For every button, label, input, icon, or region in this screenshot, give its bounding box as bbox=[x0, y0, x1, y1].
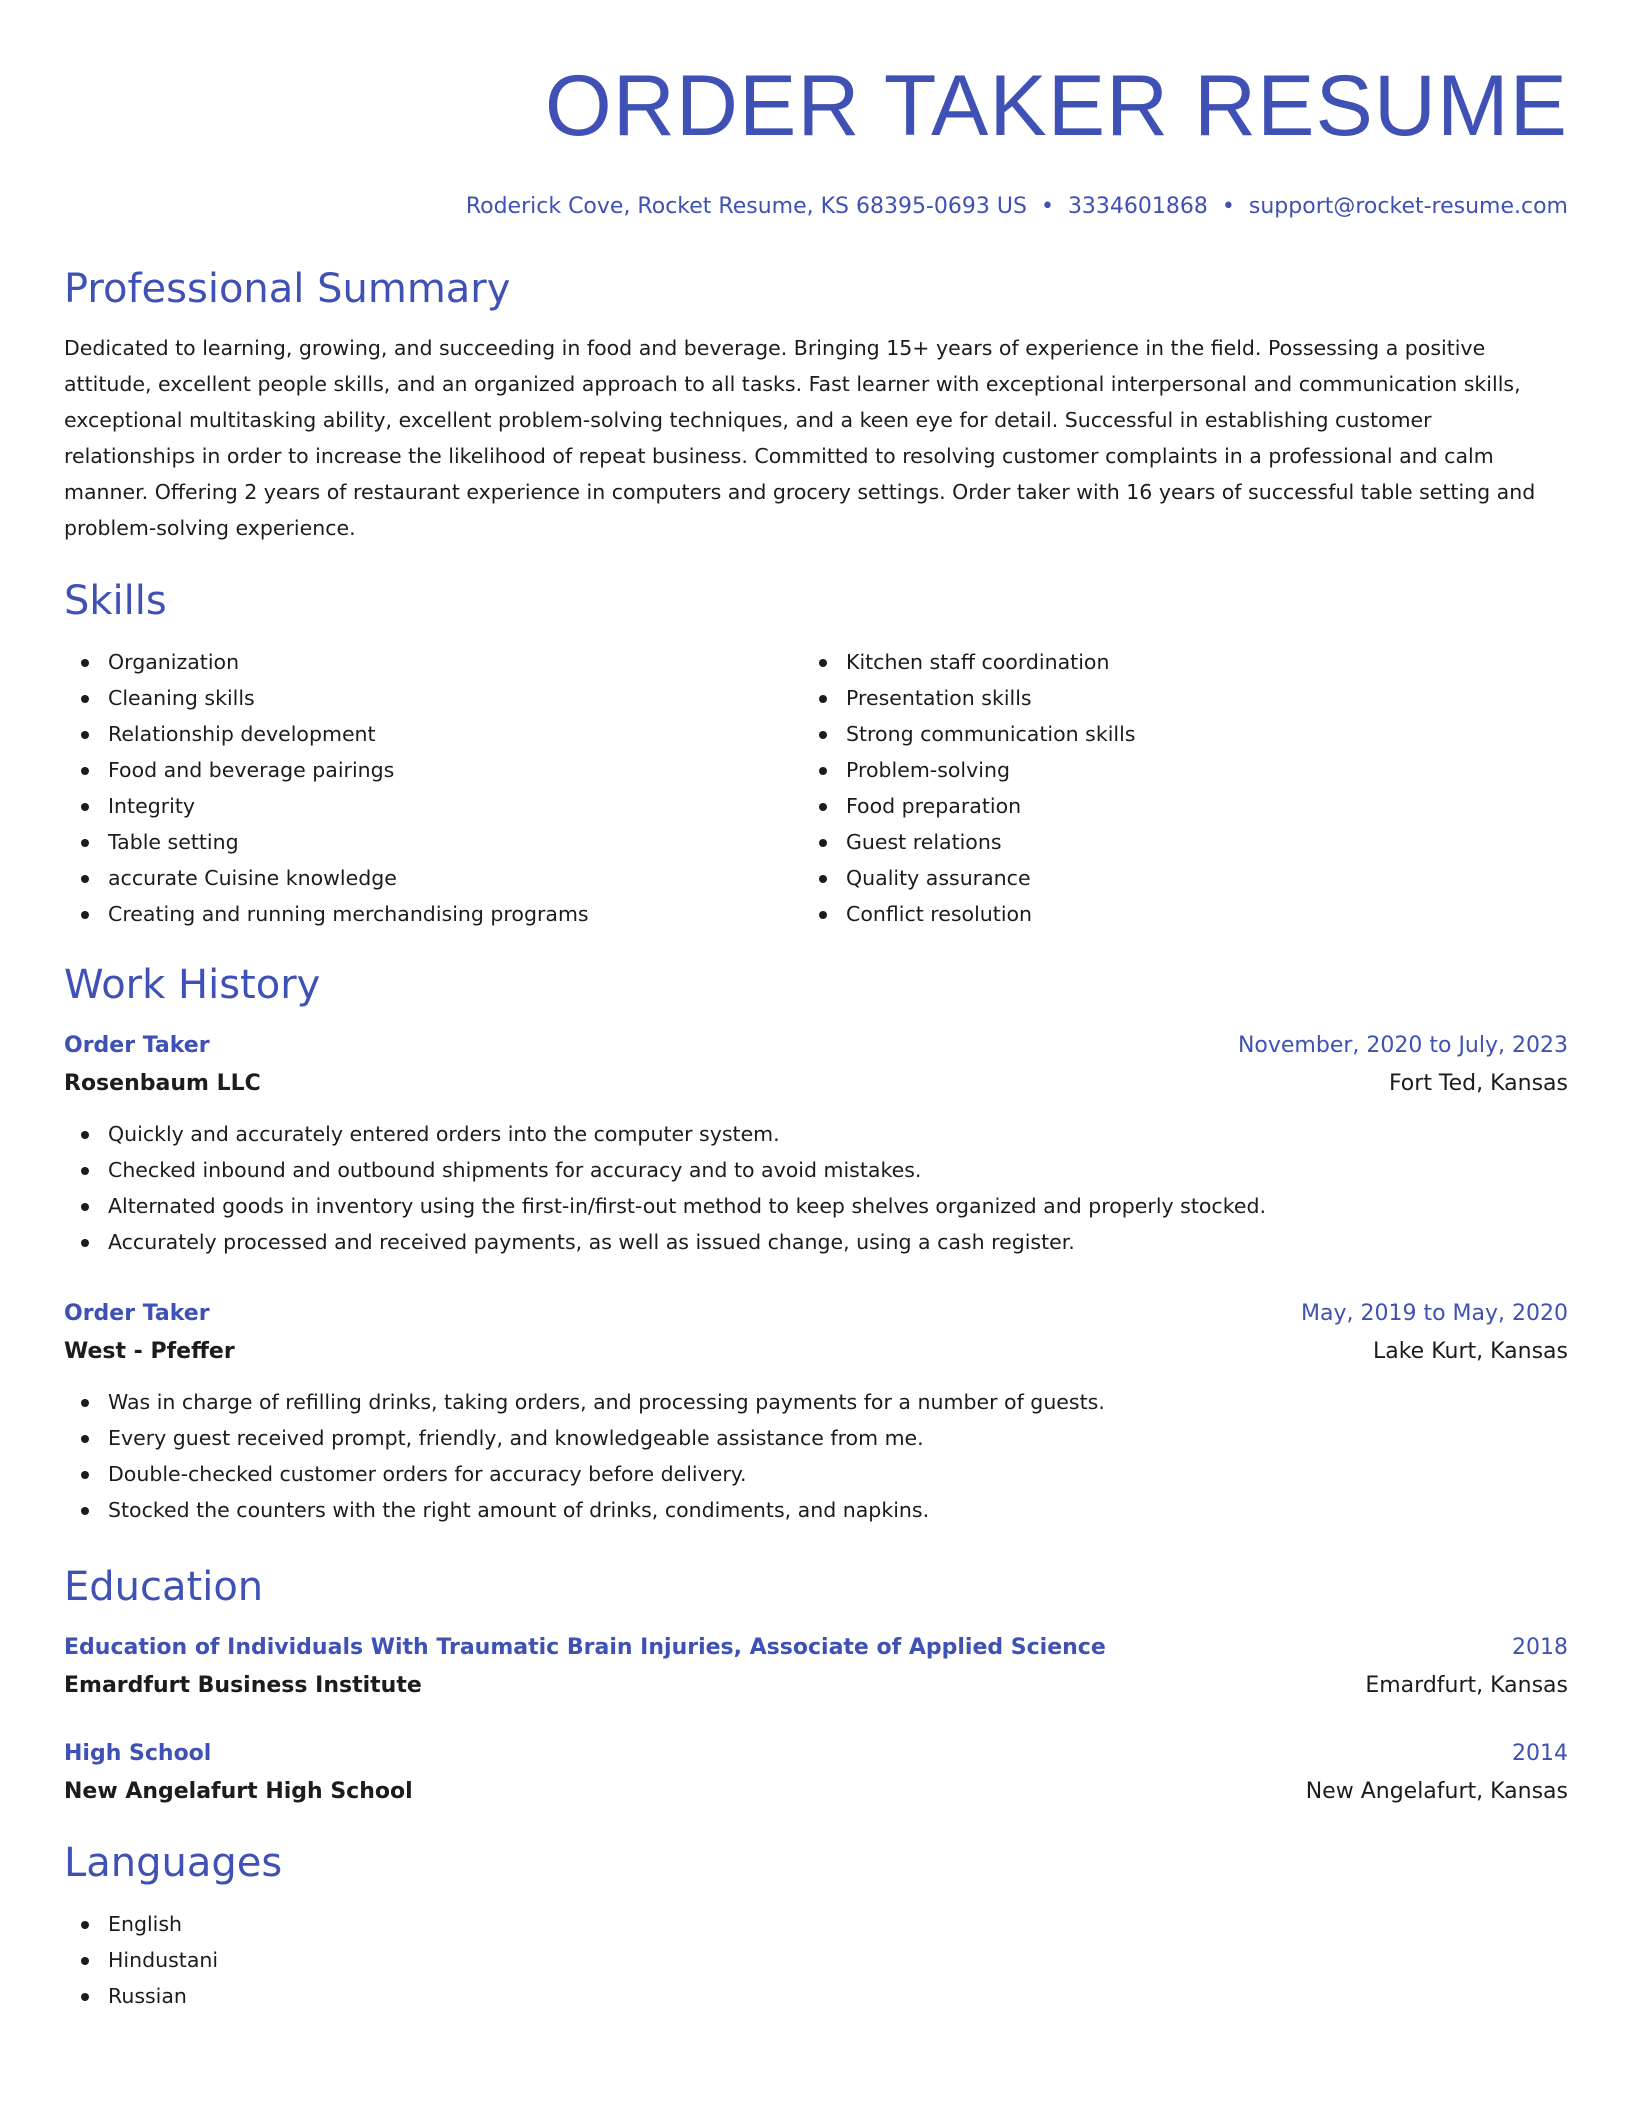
job-duty: Alternated goods in inventory using the first-in/first-out method to keep shelves organized and properly stocked. bbox=[64, 1188, 1568, 1224]
education-year: 2018 bbox=[1512, 1635, 1568, 1660]
languages-section bbox=[64, 1838, 1568, 2014]
contact-email: support@rocket-resume.com bbox=[1248, 194, 1568, 219]
job-header-row bbox=[64, 1296, 1568, 1332]
job-company-row bbox=[64, 1332, 1568, 1372]
skill-item: Problem-solving bbox=[802, 752, 1568, 788]
education-school-row bbox=[64, 1666, 1568, 1706]
education-school: Emardfurt Business Institute bbox=[64, 1673, 422, 1698]
education-degree: High School bbox=[64, 1741, 212, 1766]
languages-list bbox=[64, 1906, 1568, 2014]
job-entry bbox=[64, 1296, 1568, 1528]
skill-item: accurate Cuisine knowledge bbox=[64, 860, 802, 896]
skills-list-left bbox=[64, 644, 802, 932]
skill-item: Food preparation bbox=[802, 788, 1568, 824]
education-header-row bbox=[64, 1736, 1568, 1772]
contact-phone: 3334601868 bbox=[1067, 194, 1208, 219]
skills-grid bbox=[64, 644, 1568, 932]
language-item: English bbox=[64, 1906, 1568, 1942]
summary-text: Dedicated to learning, growing, and succeeding in food and beverage. Bringing 15+ years of experience in the field. Possessing a positive attitude, excellent people skills, and an organized approach to all tasks. Fast learner with exceptional interpersonal and communication skills, exceptional multitasking ability, excellent problem-solving techniques, and a keen eye for detail. Successful in establishing customer relationships in order to increase the likelihood of repeat business. Committed to resolving customer complaints in a professional and calm manner. Offering 2 years of restaurant experience in computers and grocery settings. Order taker with 16 years of successful table setting and problem-solving experience. bbox=[64, 336, 1536, 540]
education-degree: Education of Individuals With Traumatic Brain Injuries, Associate of Applied Science bbox=[64, 1635, 1106, 1660]
work-history-section bbox=[64, 960, 1568, 1528]
skill-item: Table setting bbox=[64, 824, 802, 860]
skill-item: Strong communication skills bbox=[802, 716, 1568, 752]
summary-section bbox=[64, 264, 1568, 546]
education-school-row bbox=[64, 1772, 1568, 1812]
job-duty: Double-checked customer orders for accuracy before delivery. bbox=[64, 1456, 1568, 1492]
skill-item: Integrity bbox=[64, 788, 802, 824]
contact-address: Roderick Cove, Rocket Resume, KS 68395-0693 US bbox=[465, 194, 1027, 219]
job-entry bbox=[64, 1028, 1568, 1260]
job-duty: Quickly and accurately entered orders into the computer system. bbox=[64, 1116, 1568, 1152]
languages-heading: Languages bbox=[64, 1840, 283, 1886]
education-location: New Angelafurt, Kansas bbox=[1305, 1779, 1568, 1804]
job-duty: Every guest received prompt, friendly, and knowledgeable assistance from me. bbox=[64, 1420, 1568, 1456]
skills-list-right bbox=[802, 644, 1568, 932]
job-company: West - Pfeffer bbox=[64, 1339, 235, 1364]
skills-heading: Skills bbox=[64, 578, 167, 624]
job-duty: Accurately processed and received payments, as well as issued change, using a cash register. bbox=[64, 1224, 1568, 1260]
skill-item: Cleaning skills bbox=[64, 680, 802, 716]
language-item: Hindustani bbox=[64, 1942, 1568, 1978]
education-section bbox=[64, 1562, 1568, 1812]
job-duties bbox=[64, 1384, 1568, 1528]
education-school: New Angelafurt High School bbox=[64, 1779, 413, 1804]
education-entry bbox=[64, 1736, 1568, 1812]
skill-item: Presentation skills bbox=[802, 680, 1568, 716]
education-year: 2014 bbox=[1512, 1741, 1568, 1766]
skill-item: Quality assurance bbox=[802, 860, 1568, 896]
job-location: Fort Ted, Kansas bbox=[1388, 1071, 1568, 1096]
education-entry bbox=[64, 1630, 1568, 1706]
contact-separator: • bbox=[1221, 194, 1235, 219]
skill-item: Conflict resolution bbox=[802, 896, 1568, 932]
job-company-row bbox=[64, 1064, 1568, 1104]
job-duty: Was in charge of refilling drinks, taking orders, and processing payments for a number of guests. bbox=[64, 1384, 1568, 1420]
skill-item: Guest relations bbox=[802, 824, 1568, 860]
skill-item: Food and beverage pairings bbox=[64, 752, 802, 788]
skills-section bbox=[64, 576, 1568, 932]
resume-header bbox=[64, 56, 1568, 222]
skill-item: Organization bbox=[64, 644, 802, 680]
skill-item: Creating and running merchandising programs bbox=[64, 896, 802, 932]
job-duties bbox=[64, 1116, 1568, 1260]
contact-line bbox=[64, 192, 1568, 222]
education-header-row bbox=[64, 1630, 1568, 1666]
job-duty: Stocked the counters with the right amount of drinks, condiments, and napkins. bbox=[64, 1492, 1568, 1528]
education-heading: Education bbox=[64, 1564, 264, 1610]
summary-heading: Professional Summary bbox=[64, 266, 511, 312]
job-title: Order Taker bbox=[64, 1033, 210, 1058]
job-company: Rosenbaum LLC bbox=[64, 1071, 261, 1096]
job-title: Order Taker bbox=[64, 1301, 210, 1326]
skill-item: Relationship development bbox=[64, 716, 802, 752]
page-title: ORDER TAKER RESUME bbox=[544, 58, 1568, 154]
contact-separator: • bbox=[1040, 194, 1054, 219]
language-item: Russian bbox=[64, 1978, 1568, 2014]
job-location: Lake Kurt, Kansas bbox=[1372, 1339, 1568, 1364]
work-history-heading: Work History bbox=[64, 962, 321, 1008]
job-dates: May, 2019 to May, 2020 bbox=[1301, 1301, 1568, 1326]
job-header-row bbox=[64, 1028, 1568, 1064]
job-duty: Checked inbound and outbound shipments for accuracy and to avoid mistakes. bbox=[64, 1152, 1568, 1188]
job-dates: November, 2020 to July, 2023 bbox=[1237, 1033, 1568, 1058]
skill-item: Kitchen staff coordination bbox=[802, 644, 1568, 680]
education-location: Emardfurt, Kansas bbox=[1365, 1673, 1568, 1698]
